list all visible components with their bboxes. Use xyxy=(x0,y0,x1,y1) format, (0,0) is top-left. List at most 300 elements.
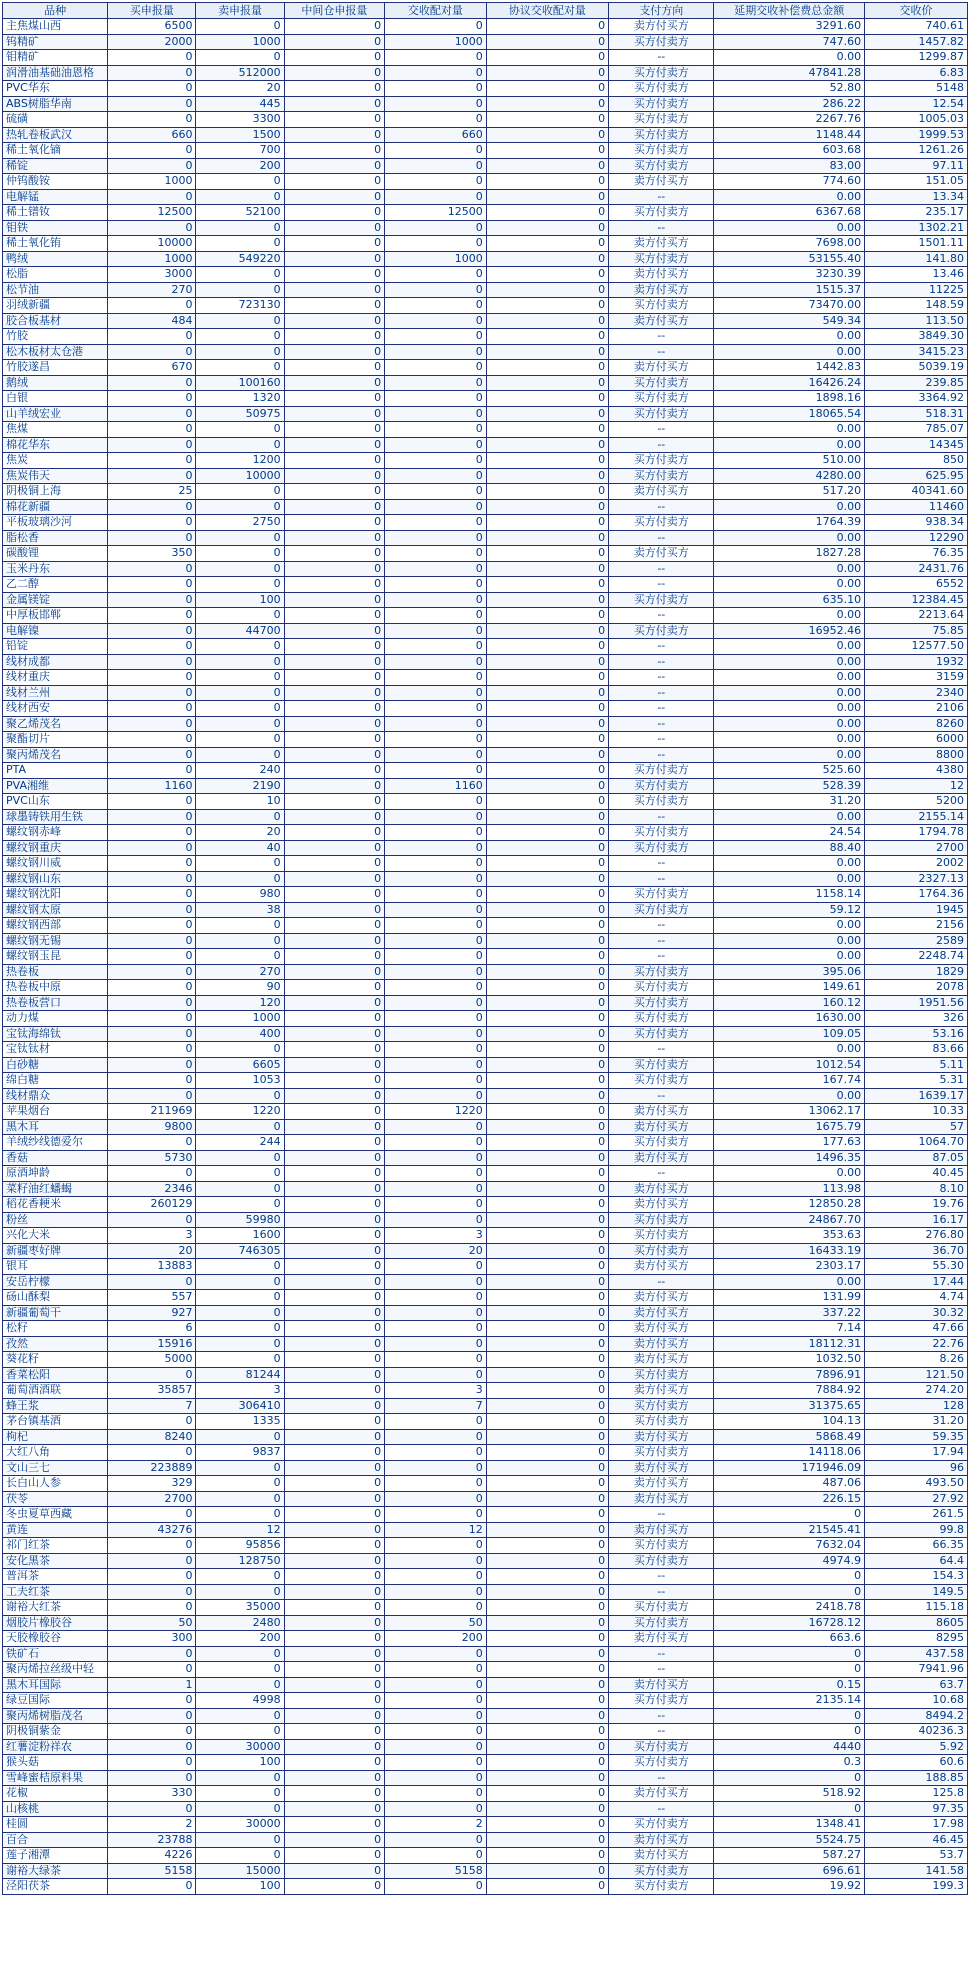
cell-mid-warehouse-qty: 0 xyxy=(284,1507,384,1523)
cell-variety: ABS树脂华南 xyxy=(3,96,108,112)
table-row xyxy=(3,701,968,717)
table-row xyxy=(3,1755,968,1771)
cell-buy-qty: 4226 xyxy=(108,1848,196,1864)
cell-variety: 蜂王浆 xyxy=(3,1398,108,1414)
cell-buy-qty: 0 xyxy=(108,902,196,918)
cell-delivery-price: 518.31 xyxy=(865,406,968,422)
cell-agreement-matched-qty: 0 xyxy=(486,918,608,934)
cell-mid-warehouse-qty: 0 xyxy=(284,639,384,655)
cell-mid-warehouse-qty: 0 xyxy=(284,1863,384,1879)
cell-matched-qty: 0 xyxy=(385,1476,487,1492)
cell-matched-qty: 12500 xyxy=(385,205,487,221)
cell-delivery-price: 8.10 xyxy=(865,1181,968,1197)
cell-delivery-price: 2156 xyxy=(865,918,968,934)
cell-sell-qty: 240 xyxy=(196,763,284,779)
cell-buy-qty: 0 xyxy=(108,887,196,903)
table-row xyxy=(3,1414,968,1430)
cell-matched-qty: 0 xyxy=(385,670,487,686)
cell-delivery-price: 199.3 xyxy=(865,1879,968,1895)
cell-delivery-price: 63.7 xyxy=(865,1677,968,1693)
cell-agreement-matched-qty: 0 xyxy=(486,1786,608,1802)
cell-compensation-total: 0.00 xyxy=(714,809,865,825)
cell-sell-qty: 0 xyxy=(196,1646,284,1662)
cell-buy-qty: 15916 xyxy=(108,1336,196,1352)
cell-buy-qty: 350 xyxy=(108,546,196,562)
cell-matched-qty: 7 xyxy=(385,1398,487,1414)
cell-payment-direction: -- xyxy=(609,220,714,236)
table-row xyxy=(3,763,968,779)
cell-mid-warehouse-qty: 0 xyxy=(284,933,384,949)
cell-payment-direction: 卖方付买方 xyxy=(609,267,714,283)
cell-mid-warehouse-qty: 0 xyxy=(284,65,384,81)
table-row xyxy=(3,856,968,872)
table-row xyxy=(3,1677,968,1693)
table-row xyxy=(3,205,968,221)
cell-compensation-total: 0.00 xyxy=(714,1088,865,1104)
cell-payment-direction: 买方付卖方 xyxy=(609,1243,714,1259)
cell-delivery-price: 148.59 xyxy=(865,298,968,314)
cell-buy-qty: 0 xyxy=(108,1755,196,1771)
table-row xyxy=(3,933,968,949)
cell-variety: 松节油 xyxy=(3,282,108,298)
cell-buy-qty: 7 xyxy=(108,1398,196,1414)
header-mid-warehouse-qty: 中间仓申报量 xyxy=(284,3,384,19)
cell-delivery-price: 1299.87 xyxy=(865,50,968,66)
table-row xyxy=(3,1786,968,1802)
cell-sell-qty: 30000 xyxy=(196,1817,284,1833)
cell-payment-direction: 买方付卖方 xyxy=(609,623,714,639)
cell-agreement-matched-qty: 0 xyxy=(486,871,608,887)
cell-compensation-total: 1012.54 xyxy=(714,1057,865,1073)
cell-compensation-total: 5524.75 xyxy=(714,1832,865,1848)
cell-sell-qty: 0 xyxy=(196,732,284,748)
cell-payment-direction: 买方付卖方 xyxy=(609,143,714,159)
cell-matched-qty: 0 xyxy=(385,887,487,903)
cell-mid-warehouse-qty: 0 xyxy=(284,1104,384,1120)
cell-payment-direction: 买方付卖方 xyxy=(609,995,714,1011)
cell-mid-warehouse-qty: 0 xyxy=(284,19,384,35)
cell-agreement-matched-qty: 0 xyxy=(486,1290,608,1306)
cell-mid-warehouse-qty: 0 xyxy=(284,825,384,841)
table-row xyxy=(3,1879,968,1895)
cell-payment-direction: 买方付卖方 xyxy=(609,902,714,918)
table-row xyxy=(3,251,968,267)
table-row xyxy=(3,406,968,422)
cell-sell-qty: 0 xyxy=(196,484,284,500)
cell-agreement-matched-qty: 0 xyxy=(486,995,608,1011)
cell-compensation-total: 4440 xyxy=(714,1739,865,1755)
cell-delivery-price: 17.98 xyxy=(865,1817,968,1833)
cell-sell-qty: 0 xyxy=(196,220,284,236)
cell-mid-warehouse-qty: 0 xyxy=(284,1491,384,1507)
cell-agreement-matched-qty: 0 xyxy=(486,1445,608,1461)
cell-variety: 焦炭 xyxy=(3,453,108,469)
cell-matched-qty: 0 xyxy=(385,1011,487,1027)
cell-compensation-total: 1515.37 xyxy=(714,282,865,298)
cell-compensation-total: 0.00 xyxy=(714,220,865,236)
cell-delivery-price: 8.26 xyxy=(865,1352,968,1368)
cell-payment-direction: -- xyxy=(609,639,714,655)
cell-variety: 热卷板 xyxy=(3,964,108,980)
cell-mid-warehouse-qty: 0 xyxy=(284,50,384,66)
cell-payment-direction: 买方付卖方 xyxy=(609,1073,714,1089)
cell-buy-qty: 0 xyxy=(108,1724,196,1740)
table-row xyxy=(3,918,968,934)
cell-matched-qty: 0 xyxy=(385,174,487,190)
cell-buy-qty: 0 xyxy=(108,50,196,66)
cell-matched-qty: 0 xyxy=(385,701,487,717)
cell-buy-qty: 0 xyxy=(108,980,196,996)
cell-buy-qty: 0 xyxy=(108,1662,196,1678)
cell-payment-direction: -- xyxy=(609,344,714,360)
cell-agreement-matched-qty: 0 xyxy=(486,1677,608,1693)
cell-mid-warehouse-qty: 0 xyxy=(284,732,384,748)
cell-delivery-price: 5.92 xyxy=(865,1739,968,1755)
cell-mid-warehouse-qty: 0 xyxy=(284,1848,384,1864)
cell-variety: 大红八角 xyxy=(3,1445,108,1461)
cell-matched-qty: 0 xyxy=(385,484,487,500)
cell-buy-qty: 0 xyxy=(108,1135,196,1151)
cell-sell-qty: 0 xyxy=(196,236,284,252)
cell-variety: 聚丙烯拉丝级中轻 xyxy=(3,1662,108,1678)
cell-variety: 焦炭伟天 xyxy=(3,468,108,484)
cell-sell-qty: 0 xyxy=(196,546,284,562)
cell-variety: 绿豆国际 xyxy=(3,1693,108,1709)
cell-sell-qty: 0 xyxy=(196,189,284,205)
cell-variety: 润滑油基础油恩格 xyxy=(3,65,108,81)
cell-payment-direction: -- xyxy=(609,499,714,515)
cell-mid-warehouse-qty: 0 xyxy=(284,1832,384,1848)
cell-payment-direction: -- xyxy=(609,561,714,577)
cell-compensation-total: 31375.65 xyxy=(714,1398,865,1414)
cell-compensation-total: 549.34 xyxy=(714,313,865,329)
cell-variety: 文山三七 xyxy=(3,1460,108,1476)
cell-compensation-total: 0 xyxy=(714,1801,865,1817)
cell-sell-qty: 10 xyxy=(196,794,284,810)
cell-variety: 羊绒纱线德爱尔 xyxy=(3,1135,108,1151)
cell-mid-warehouse-qty: 0 xyxy=(284,174,384,190)
cell-sell-qty: 0 xyxy=(196,654,284,670)
cell-sell-qty: 723130 xyxy=(196,298,284,314)
cell-mid-warehouse-qty: 0 xyxy=(284,670,384,686)
cell-variety: 烟胶片橡胶谷 xyxy=(3,1615,108,1631)
cell-payment-direction: -- xyxy=(609,732,714,748)
cell-mid-warehouse-qty: 0 xyxy=(284,1166,384,1182)
cell-payment-direction: 买方付卖方 xyxy=(609,65,714,81)
cell-agreement-matched-qty: 0 xyxy=(486,1708,608,1724)
cell-mid-warehouse-qty: 0 xyxy=(284,1445,384,1461)
table-row xyxy=(3,1073,968,1089)
cell-compensation-total: 226.15 xyxy=(714,1491,865,1507)
cell-compensation-total: 0 xyxy=(714,1584,865,1600)
cell-mid-warehouse-qty: 0 xyxy=(284,623,384,639)
cell-buy-qty: 0 xyxy=(108,701,196,717)
cell-payment-direction: 买方付卖方 xyxy=(609,1615,714,1631)
cell-sell-qty: 244 xyxy=(196,1135,284,1151)
cell-variety: 工夫红茶 xyxy=(3,1584,108,1600)
cell-compensation-total: 0.00 xyxy=(714,685,865,701)
cell-mid-warehouse-qty: 0 xyxy=(284,329,384,345)
cell-compensation-total: 696.61 xyxy=(714,1863,865,1879)
cell-matched-qty: 0 xyxy=(385,577,487,593)
table-row xyxy=(3,980,968,996)
cell-payment-direction: 买方付卖方 xyxy=(609,298,714,314)
table-row xyxy=(3,1817,968,1833)
cell-variety: 苹果烟台 xyxy=(3,1104,108,1120)
cell-compensation-total: 7.14 xyxy=(714,1321,865,1337)
cell-payment-direction: 买方付卖方 xyxy=(609,515,714,531)
cell-matched-qty: 0 xyxy=(385,1724,487,1740)
cell-matched-qty: 0 xyxy=(385,732,487,748)
cell-agreement-matched-qty: 0 xyxy=(486,329,608,345)
cell-delivery-price: 4380 xyxy=(865,763,968,779)
cell-delivery-price: 2431.76 xyxy=(865,561,968,577)
cell-buy-qty: 6500 xyxy=(108,19,196,35)
cell-compensation-total: 0.00 xyxy=(714,949,865,965)
cell-payment-direction: -- xyxy=(609,422,714,438)
cell-sell-qty: 0 xyxy=(196,1491,284,1507)
cell-delivery-price: 3415.23 xyxy=(865,344,968,360)
cell-variety: 兴化大米 xyxy=(3,1228,108,1244)
table-row xyxy=(3,1491,968,1507)
cell-mid-warehouse-qty: 0 xyxy=(284,298,384,314)
cell-sell-qty: 0 xyxy=(196,1708,284,1724)
cell-buy-qty: 0 xyxy=(108,1212,196,1228)
cell-agreement-matched-qty: 0 xyxy=(486,887,608,903)
cell-compensation-total: 47841.28 xyxy=(714,65,865,81)
cell-matched-qty: 3 xyxy=(385,1228,487,1244)
cell-agreement-matched-qty: 0 xyxy=(486,933,608,949)
cell-buy-qty: 0 xyxy=(108,1739,196,1755)
cell-payment-direction: 买方付卖方 xyxy=(609,1755,714,1771)
cell-compensation-total: 19.92 xyxy=(714,1879,865,1895)
table-row xyxy=(3,1507,968,1523)
table-row xyxy=(3,608,968,624)
cell-variety: 松脂 xyxy=(3,267,108,283)
cell-compensation-total: 517.20 xyxy=(714,484,865,500)
cell-variety: PVC华东 xyxy=(3,81,108,97)
cell-matched-qty: 0 xyxy=(385,1073,487,1089)
cell-delivery-price: 5039.19 xyxy=(865,360,968,376)
cell-mid-warehouse-qty: 0 xyxy=(284,1212,384,1228)
table-row xyxy=(3,515,968,531)
cell-sell-qty: 0 xyxy=(196,1088,284,1104)
cell-matched-qty: 0 xyxy=(385,871,487,887)
cell-compensation-total: 160.12 xyxy=(714,995,865,1011)
cell-agreement-matched-qty: 0 xyxy=(486,1739,608,1755)
cell-variety: 焦煤 xyxy=(3,422,108,438)
cell-mid-warehouse-qty: 0 xyxy=(284,375,384,391)
cell-matched-qty: 0 xyxy=(385,840,487,856)
cell-delivery-price: 3849.30 xyxy=(865,329,968,345)
cell-compensation-total: 52.80 xyxy=(714,81,865,97)
cell-compensation-total: 0.00 xyxy=(714,871,865,887)
cell-agreement-matched-qty: 0 xyxy=(486,1367,608,1383)
table-row xyxy=(3,964,968,980)
cell-sell-qty: 0 xyxy=(196,670,284,686)
table-row xyxy=(3,174,968,190)
table-row xyxy=(3,1662,968,1678)
cell-agreement-matched-qty: 0 xyxy=(486,1770,608,1786)
cell-buy-qty: 2000 xyxy=(108,34,196,50)
cell-compensation-total: 0.00 xyxy=(714,670,865,686)
cell-variety: 螺纹钢沈阳 xyxy=(3,887,108,903)
cell-payment-direction: 卖方付买方 xyxy=(609,1460,714,1476)
cell-payment-direction: 买方付卖方 xyxy=(609,980,714,996)
cell-agreement-matched-qty: 0 xyxy=(486,701,608,717)
cell-payment-direction: -- xyxy=(609,577,714,593)
cell-buy-qty: 50 xyxy=(108,1615,196,1631)
cell-variety: 玉米丹东 xyxy=(3,561,108,577)
cell-mid-warehouse-qty: 0 xyxy=(284,360,384,376)
cell-sell-qty: 0 xyxy=(196,561,284,577)
cell-variety: 宝钛钛材 xyxy=(3,1042,108,1058)
cell-buy-qty: 0 xyxy=(108,1770,196,1786)
cell-agreement-matched-qty: 0 xyxy=(486,220,608,236)
cell-buy-qty: 0 xyxy=(108,158,196,174)
cell-matched-qty: 50 xyxy=(385,1615,487,1631)
cell-buy-qty: 0 xyxy=(108,344,196,360)
cell-compensation-total: 1630.00 xyxy=(714,1011,865,1027)
cell-buy-qty: 0 xyxy=(108,1600,196,1616)
cell-mid-warehouse-qty: 0 xyxy=(284,282,384,298)
table-row xyxy=(3,623,968,639)
table-row xyxy=(3,391,968,407)
cell-matched-qty: 0 xyxy=(385,964,487,980)
cell-matched-qty: 0 xyxy=(385,592,487,608)
cell-buy-qty: 0 xyxy=(108,81,196,97)
table-row xyxy=(3,1770,968,1786)
cell-delivery-price: 151.05 xyxy=(865,174,968,190)
cell-mid-warehouse-qty: 0 xyxy=(284,1336,384,1352)
cell-variety: 山核桃 xyxy=(3,1801,108,1817)
cell-agreement-matched-qty: 0 xyxy=(486,1460,608,1476)
cell-matched-qty: 0 xyxy=(385,1600,487,1616)
cell-matched-qty: 0 xyxy=(385,1336,487,1352)
cell-mid-warehouse-qty: 0 xyxy=(284,701,384,717)
cell-variety: 热卷板中原 xyxy=(3,980,108,996)
cell-variety: 棉花华东 xyxy=(3,437,108,453)
cell-matched-qty: 0 xyxy=(385,1042,487,1058)
cell-compensation-total: 0.00 xyxy=(714,50,865,66)
cell-delivery-price: 11460 xyxy=(865,499,968,515)
cell-variety: 谢裕大红茶 xyxy=(3,1600,108,1616)
cell-buy-qty: 0 xyxy=(108,143,196,159)
cell-buy-qty: 0 xyxy=(108,298,196,314)
cell-compensation-total: 1496.35 xyxy=(714,1150,865,1166)
cell-buy-qty: 0 xyxy=(108,1445,196,1461)
cell-matched-qty: 0 xyxy=(385,685,487,701)
table-row xyxy=(3,499,968,515)
cell-delivery-price: 97.11 xyxy=(865,158,968,174)
cell-sell-qty: 15000 xyxy=(196,1863,284,1879)
cell-agreement-matched-qty: 0 xyxy=(486,422,608,438)
cell-matched-qty: 0 xyxy=(385,530,487,546)
cell-variety: 宝钛海绵钛 xyxy=(3,1026,108,1042)
cell-mid-warehouse-qty: 0 xyxy=(284,856,384,872)
cell-compensation-total: 16426.24 xyxy=(714,375,865,391)
cell-compensation-total: 0.00 xyxy=(714,654,865,670)
cell-agreement-matched-qty: 0 xyxy=(486,1817,608,1833)
cell-delivery-price: 141.80 xyxy=(865,251,968,267)
cell-agreement-matched-qty: 0 xyxy=(486,747,608,763)
cell-delivery-price: 125.8 xyxy=(865,1786,968,1802)
cell-matched-qty: 0 xyxy=(385,391,487,407)
table-row xyxy=(3,1119,968,1135)
cell-compensation-total: 0.00 xyxy=(714,608,865,624)
cell-buy-qty: 9800 xyxy=(108,1119,196,1135)
cell-mid-warehouse-qty: 0 xyxy=(284,561,384,577)
cell-mid-warehouse-qty: 0 xyxy=(284,1398,384,1414)
table-row xyxy=(3,1212,968,1228)
cell-agreement-matched-qty: 0 xyxy=(486,964,608,980)
cell-mid-warehouse-qty: 0 xyxy=(284,902,384,918)
cell-buy-qty: 2700 xyxy=(108,1491,196,1507)
cell-mid-warehouse-qty: 0 xyxy=(284,1569,384,1585)
cell-delivery-price: 4.74 xyxy=(865,1290,968,1306)
cell-compensation-total: 88.40 xyxy=(714,840,865,856)
cell-mid-warehouse-qty: 0 xyxy=(284,918,384,934)
cell-mid-warehouse-qty: 0 xyxy=(284,1693,384,1709)
cell-delivery-price: 1005.03 xyxy=(865,112,968,128)
table-row xyxy=(3,1243,968,1259)
cell-variety: 钼铁 xyxy=(3,220,108,236)
cell-delivery-price: 11225 xyxy=(865,282,968,298)
cell-delivery-price: 850 xyxy=(865,453,968,469)
cell-delivery-price: 14345 xyxy=(865,437,968,453)
cell-buy-qty: 0 xyxy=(108,561,196,577)
cell-mid-warehouse-qty: 0 xyxy=(284,1042,384,1058)
cell-matched-qty: 0 xyxy=(385,267,487,283)
cell-mid-warehouse-qty: 0 xyxy=(284,422,384,438)
cell-mid-warehouse-qty: 0 xyxy=(284,143,384,159)
cell-compensation-total: 747.60 xyxy=(714,34,865,50)
cell-agreement-matched-qty: 0 xyxy=(486,1042,608,1058)
cell-buy-qty: 484 xyxy=(108,313,196,329)
cell-buy-qty: 0 xyxy=(108,763,196,779)
cell-variety: 安岳柠檬 xyxy=(3,1274,108,1290)
header-matched-qty: 交收配对量 xyxy=(385,3,487,19)
cell-compensation-total: 14118.06 xyxy=(714,1445,865,1461)
cell-matched-qty: 0 xyxy=(385,1708,487,1724)
cell-buy-qty: 0 xyxy=(108,1414,196,1430)
cell-delivery-price: 141.58 xyxy=(865,1863,968,1879)
cell-payment-direction: -- xyxy=(609,1042,714,1058)
cell-payment-direction: 买方付卖方 xyxy=(609,391,714,407)
cell-agreement-matched-qty: 0 xyxy=(486,1553,608,1569)
cell-agreement-matched-qty: 0 xyxy=(486,1073,608,1089)
cell-mid-warehouse-qty: 0 xyxy=(284,1615,384,1631)
cell-payment-direction: 卖方付买方 xyxy=(609,1848,714,1864)
cell-agreement-matched-qty: 0 xyxy=(486,561,608,577)
cell-buy-qty: 0 xyxy=(108,96,196,112)
cell-delivery-price: 274.20 xyxy=(865,1383,968,1399)
cell-agreement-matched-qty: 0 xyxy=(486,406,608,422)
cell-sell-qty: 0 xyxy=(196,871,284,887)
cell-sell-qty: 1500 xyxy=(196,127,284,143)
cell-sell-qty: 0 xyxy=(196,1274,284,1290)
cell-variety: 冬虫夏草西藏 xyxy=(3,1507,108,1523)
cell-buy-qty: 0 xyxy=(108,1026,196,1042)
cell-mid-warehouse-qty: 0 xyxy=(284,1522,384,1538)
cell-payment-direction: 买方付卖方 xyxy=(609,1739,714,1755)
cell-payment-direction: -- xyxy=(609,1507,714,1523)
cell-mid-warehouse-qty: 0 xyxy=(284,437,384,453)
cell-delivery-price: 8260 xyxy=(865,716,968,732)
cell-buy-qty: 0 xyxy=(108,1073,196,1089)
cell-sell-qty: 0 xyxy=(196,267,284,283)
cell-delivery-price: 22.76 xyxy=(865,1336,968,1352)
